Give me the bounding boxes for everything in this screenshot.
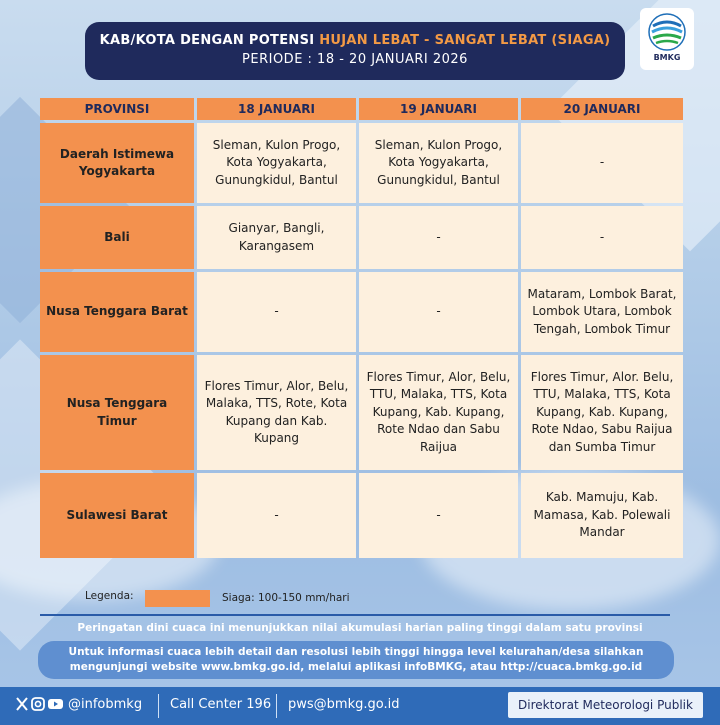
- social-icons: [16, 696, 64, 716]
- accumulation-note: Peringatan dini cuaca ini menunjukkan nilai akumulasi harian paling tinggi dalam satu provinsi: [77, 622, 643, 634]
- province-cell: Nusa Tenggara Barat: [40, 272, 194, 352]
- region-cell: -: [359, 272, 518, 352]
- youtube-icon[interactable]: [48, 699, 63, 709]
- bmkg-logo: [640, 8, 694, 70]
- footer-bar: [0, 687, 720, 725]
- region-cell: Flores Timur, Alor. Belu, TTU, Malaka, TTS, Kota Kupang, Kab. Kupang, Rote Ndao, Sabu Raijua dan Sumba Timur: [521, 355, 683, 470]
- table-row: [40, 272, 683, 352]
- province-cell: Bali: [40, 206, 194, 269]
- legend-value: Siaga: 100-150 mm/hari: [222, 592, 350, 604]
- warning-table: [37, 95, 686, 561]
- region-cell: -: [197, 272, 356, 352]
- instagram-icon[interactable]: [32, 698, 44, 710]
- email-link[interactable]: pws@bmkg.go.id: [288, 697, 400, 712]
- footer-separator: [276, 694, 277, 718]
- info-note: [38, 641, 674, 679]
- social-handle[interactable]: @infobmkg: [68, 697, 143, 712]
- call-center: Call Center 196: [170, 697, 272, 712]
- table-row: [40, 123, 683, 203]
- info-note-line: mengunjungi website www.bmkg.go.id, melalui aplikasi infoBMKG, atau http://cuaca.bmkg.go.id: [69, 661, 643, 673]
- province-cell: Daerah Istimewa Yogyakarta: [40, 123, 194, 203]
- directorate-badge: Direktorat Meteorologi Publik: [508, 692, 703, 718]
- region-cell: Flores Timur, Alor, Belu, TTU, Malaka, TTS, Kota Kupang, Kab. Kupang, Rote Ndao dan Sabu Raijua: [359, 355, 518, 470]
- region-cell: -: [359, 473, 518, 558]
- region-cell: Sleman, Kulon Progo, Kota Yogyakarta, Gunungkidul, Bantul: [197, 123, 356, 203]
- social-icons-svg: [16, 696, 64, 712]
- title-highlight: HUJAN LEBAT - SANGAT LEBAT (SIAGA): [319, 33, 611, 48]
- region-cell: -: [359, 206, 518, 269]
- divider: [40, 614, 670, 616]
- logo-label: BMKG: [653, 53, 681, 62]
- region-cell: Mataram, Lombok Barat, Lombok Utara, Lombok Tengah, Lombok Timur: [521, 272, 683, 352]
- title-banner: [85, 22, 625, 80]
- province-cell: Sulawesi Barat: [40, 473, 194, 558]
- table-row: [40, 206, 683, 269]
- region-cell: -: [521, 123, 683, 203]
- page-title: [85, 33, 625, 48]
- column-header-province: PROVINSI: [40, 98, 194, 120]
- info-note-line: Untuk informasi cuaca lebih detail dan resolusi lebih tinggi hingga level kelurahan/desa silahkan: [68, 646, 644, 658]
- table-row: [40, 473, 683, 558]
- table-header-row: [40, 98, 683, 120]
- column-header-day-18: 18 JANUARI: [197, 98, 356, 120]
- region-cell: Kab. Mamuju, Kab. Mamasa, Kab. Polewali Mandar: [521, 473, 683, 558]
- legend-label: Legenda:: [85, 590, 134, 602]
- column-header-day-20: 20 JANUARI: [521, 98, 683, 120]
- footer-separator: [158, 694, 159, 718]
- bmkg-emblem-icon: [647, 12, 687, 52]
- region-cell: Sleman, Kulon Progo, Kota Yogyakarta, Gunungkidul, Bantul: [359, 123, 518, 203]
- column-header-day-19: 19 JANUARI: [359, 98, 518, 120]
- x-icon[interactable]: [17, 698, 27, 710]
- legend-swatch: [145, 590, 210, 607]
- region-cell: Flores Timur, Alor, Belu, Malaka, TTS, Rote, Kota Kupang dan Kab. Kupang: [197, 355, 356, 470]
- region-cell: -: [521, 206, 683, 269]
- region-cell: -: [197, 473, 356, 558]
- title-prefix: KAB/KOTA DENGAN POTENSI: [99, 33, 315, 48]
- table-row: [40, 355, 683, 470]
- period-text: PERIODE : 18 - 20 JANUARI 2026: [242, 52, 468, 67]
- province-cell: Nusa Tenggara Timur: [40, 355, 194, 470]
- region-cell: Gianyar, Bangli, Karangasem: [197, 206, 356, 269]
